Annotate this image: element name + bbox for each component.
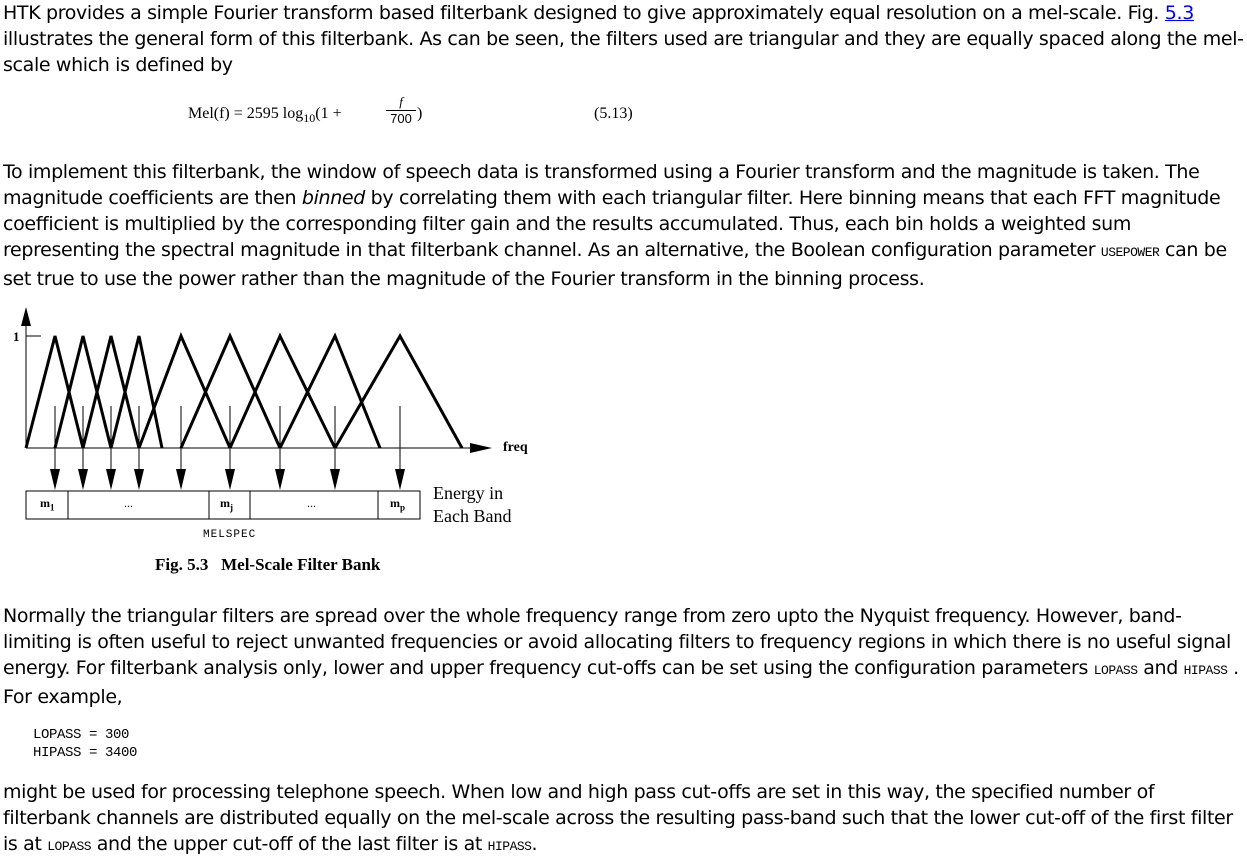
config-example xyxy=(33,726,137,762)
melspec-label: MELSPEC xyxy=(203,529,257,541)
telephone-paragraph: might be used for processing telephone speech. When low and high pass cut-offs are set in this way, the specified number of filterbank channels are distributed equally on the mel-scale across the resulting pass-band such that the lower cut-off of the first filter is at LOPASS and the upper cut-off of the last filter is at HIPASS. xyxy=(3,781,1233,855)
figure-caption: Fig. 5.3 Mel-Scale Filter Bank xyxy=(155,555,381,574)
code-line-lopass: LOPASS = 300 xyxy=(33,727,130,743)
equation-number: (5.13) xyxy=(594,105,633,122)
equation-close-paren: ) xyxy=(417,105,423,122)
filterbank-diagram xyxy=(0,300,560,590)
implementation-paragraph: To implement this filterbank, the window of speech data is transformed using a Fourier transform and the magnitude is taken. The magnitude coefficients are then binned by correlating them with each triangular filter. Here binning means that each FFT magnitude coefficient is multiplied by the corresponding filter gain and the results accumulated. Thus, each bin holds a weighted sum representing the spectral magnitude in that filterbank channel. As an alternative, the Boolean configuration parameter USEPOWER can be set true to use the power rather than the magnitude of the Fourier transform in the binning process. xyxy=(3,161,1227,290)
equation-fraction: $\frac{f}{700}$ xyxy=(386,94,416,126)
x-axis-label: freq xyxy=(503,440,528,455)
param-lopass-ref: LOPASS xyxy=(47,839,92,854)
mel-filterbank-figure xyxy=(0,300,560,590)
param-usepower: USEPOWER xyxy=(1100,245,1160,260)
emphasis-binned: binned xyxy=(301,187,365,209)
intro-text-cont: illustrates the general form of this filterbank. As can be seen, the filters used are triangular and they are equally spaced along the mel-scale which is defined by xyxy=(3,28,1244,76)
equation-lhs: Mel(f) = 2595 $\log_{10}(1$ + xyxy=(188,105,342,126)
param-hipass-ref: HIPASS xyxy=(487,839,532,854)
param-hipass: HIPASS xyxy=(1183,663,1228,678)
bin-ellipsis-2: ... xyxy=(307,496,316,510)
intro-paragraph xyxy=(3,0,1247,78)
intro-text: HTK provides a simple Fourier transform based filterbank designed to give approximately equal resolution on a mel-scale. Fig. xyxy=(3,2,1165,24)
code-line-hipass: HIPASS = 3400 xyxy=(33,745,138,761)
param-lopass: LOPASS xyxy=(1093,663,1138,678)
bin-m1: $m_1$ xyxy=(40,496,55,513)
figure-5-3-link[interactable]: 5.3 xyxy=(1164,2,1194,24)
bin-ellipsis-1: ... xyxy=(124,496,133,510)
y-tick-label: 1 xyxy=(13,329,20,344)
bin-mp: $m_p$ xyxy=(390,496,406,513)
bin-mj: $m_j$ xyxy=(220,496,233,513)
bandlimit-paragraph: Normally the triangular filters are spread over the whole frequency range from zero upto the Nyquist frequency. However, band-limiting is often useful to reject unwanted frequencies or avoid allocating filters to frequency regions in which there is no useful signal energy. For filterbank analysis only, lower and upper frequency cut-offs can be set using the configuration parameters LOPASS and HIPASS . For example, xyxy=(3,605,1239,708)
mel-equation xyxy=(188,94,648,140)
energy-label: Energy in Each Band xyxy=(433,483,512,526)
